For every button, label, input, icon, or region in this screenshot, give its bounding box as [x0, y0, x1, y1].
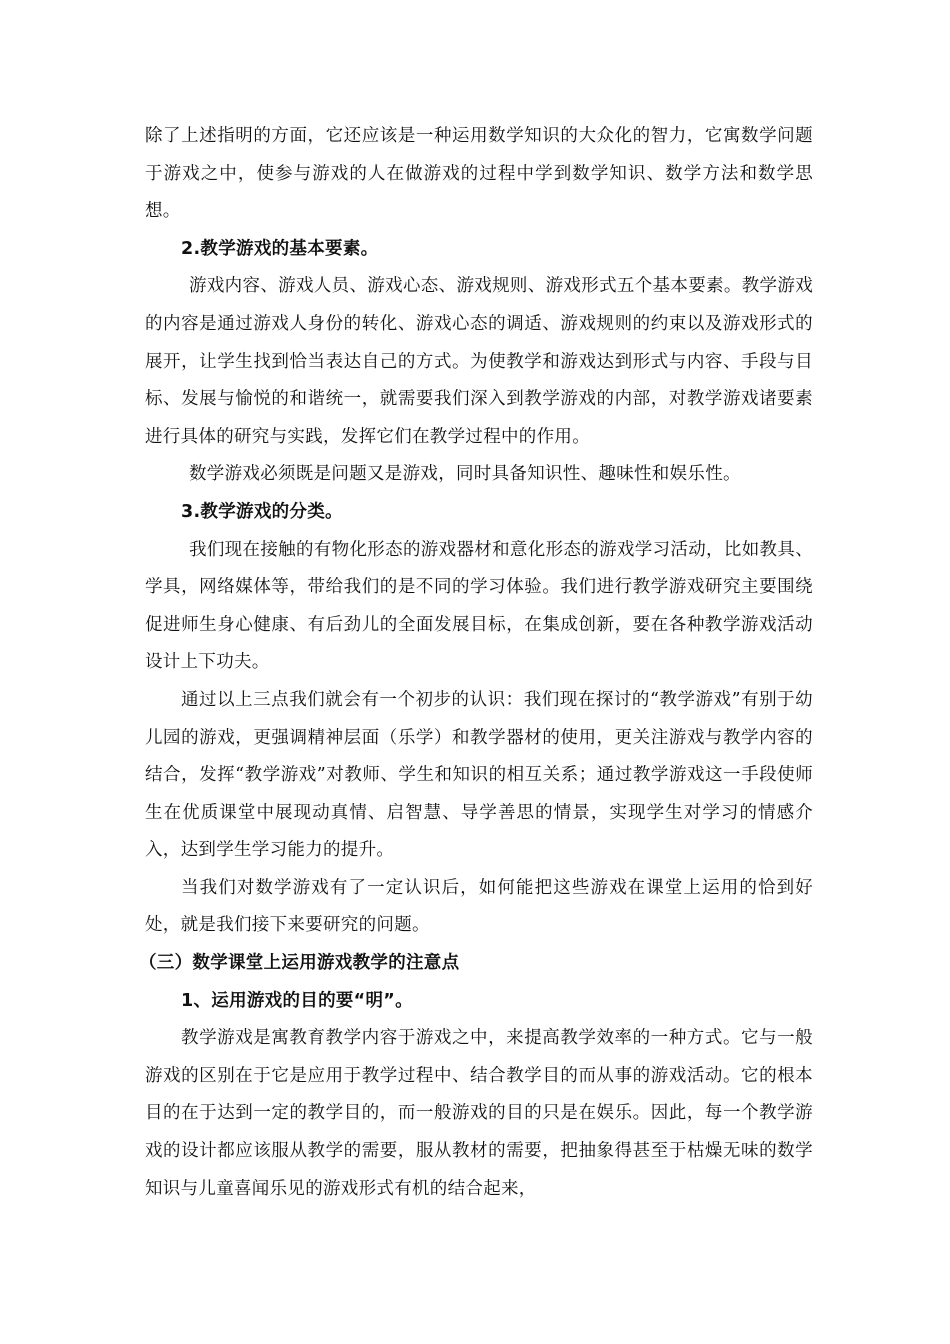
paragraph-game-classification: 我们现在接触的有物化形态的游戏器材和意化形态的游戏学习活动，比如教具、学具，网络媒体等，带给我们的是不同的学习体验。我们进行教学游戏研究主要围绕促进师生身心健康、有后劲儿的全面发展目标，在集成创新，要在各种教学游戏活动设计上下功夫。 — [145, 539, 813, 673]
paragraph-clear-purpose: 教学游戏是寓教育教学内容于游戏之中，来提高教学效率的一种方式。它与一般游戏的区别在于它是应用于教学过程中、结合教学目的而从事的游戏活动。它的根本目的在于达到一定的教学目的，而一般游戏的目的只是在娱乐。因此，每一个教学游戏的设计都应该服从教学的需要，服从教材的需要，把抽象得甚至于枯燥无味的数学知识与儿童喜闻乐见的游戏形式有机的结合起来， — [145, 1028, 813, 1199]
heading-clear-purpose: 1、运用游戏的目的要“明”。 — [181, 990, 413, 1011]
heading-section-three: （三）数学课堂上运用游戏教学的注意点 — [139, 953, 460, 974]
heading-basic-elements: 2.教学游戏的基本要素。 — [181, 238, 379, 259]
paragraph-basic-elements: 游戏内容、游戏人员、游戏心态、游戏规则、游戏形式五个基本要素。教学游戏的内容是通过游戏人身份的转化、游戏心态的调适、游戏规则的约束以及游戏形式的展开，让学生找到恰当表达自己的方式。为使教学和游戏达到形式与内容、手段与目标、发展与愉悦的和谐统一，就需要我们深入到教学游戏的内部，对教学游戏诸要素进行具体的研究与实践，发挥它们在教学过程中的作用。 — [145, 276, 813, 447]
paragraph-math-game-definition: 数学游戏必须既是问题又是游戏，同时具备知识性、趣味性和娱乐性。 — [189, 464, 741, 485]
paragraph-summary: 通过以上三点我们就会有一个初步的认识：我们现在探讨的“教学游戏”有别于幼儿园的游戏，更强调精神层面（乐学）和教学器材的使用，更关注游戏与教学内容的结合，发挥“教学游戏”对教师、学生和知识的相互关系；通过教学游戏这一手段使师生在优质课堂中展现动真情、启智慧、导学善思的情景，实现学生对学习的情感介入，达到学生学习能力的提升。 — [145, 689, 813, 861]
document-body — [139, 118, 813, 1208]
heading-game-classification: 3.教学游戏的分类。 — [181, 501, 343, 522]
paragraph-transition: 当我们对数学游戏有了一定认识后，如何能把这些游戏在课堂上运用的恰到好处，就是我们接下来要研究的问题。 — [145, 877, 813, 936]
paragraph-intro-continuation: 除了上述指明的方面，它还应该是一种运用数学知识的大众化的智力，它寓数学问题于游戏之中，使参与游戏的人在做游戏的过程中学到数学知识、数学方法和数学思想。 — [145, 126, 813, 222]
